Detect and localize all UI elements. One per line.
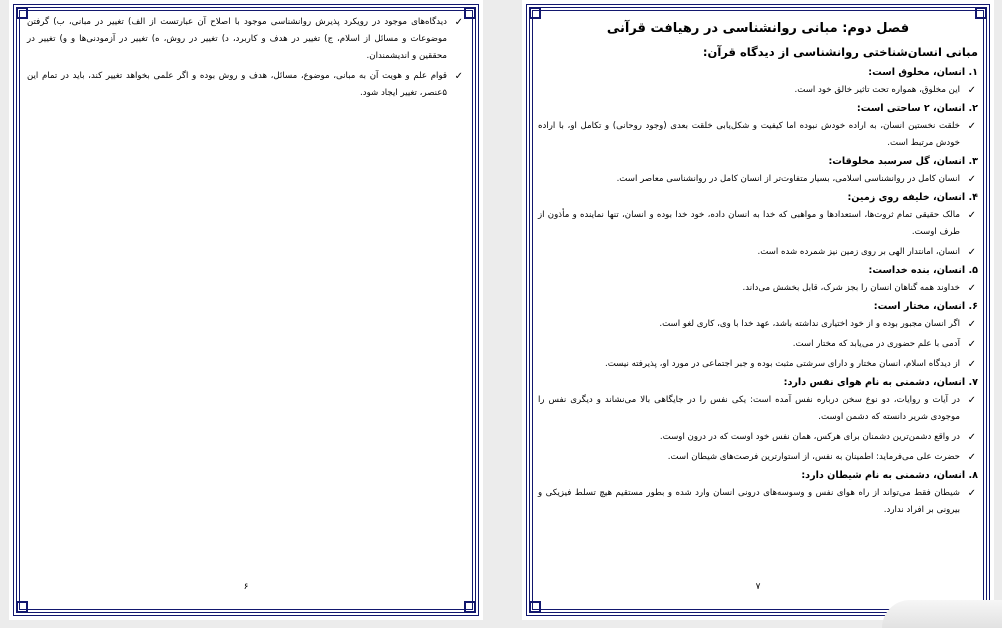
page-number: ۶ bbox=[243, 582, 249, 592]
bullet-list bbox=[27, 14, 465, 102]
list-item-text: در واقع دشمن‌ترین دشمنان برای هرکس، همان نفس خود اوست که در درون اوست. bbox=[659, 432, 960, 442]
list-item bbox=[538, 356, 978, 373]
bullet-list bbox=[538, 207, 978, 261]
viewer-background-curl bbox=[882, 600, 1002, 628]
list-item-text: حضرت علی می‌فرماید: اطمینان به نفس، از استوارترین فرصت‌های شیطان است. bbox=[667, 452, 960, 462]
bullet-list bbox=[538, 82, 978, 99]
section-heading: ۲. انسان، ۲ ساحتی است: bbox=[856, 103, 978, 114]
list-item-text: مالک حقیقی تمام ثروت‌ها، استعدادها و مواهبی که خدا به انسان داده، خود خدا بوده و انسان، تنها نماینده و مأذون از طرف اوست. bbox=[538, 210, 960, 237]
list-item-text: خداوند همه گناهان انسان را بجز شرک، قابل بخشش می‌داند. bbox=[742, 283, 960, 293]
check-icon: ✓ bbox=[967, 319, 976, 330]
list-item bbox=[538, 429, 978, 446]
corner-ornament bbox=[529, 7, 541, 19]
check-icon: ✓ bbox=[967, 339, 976, 350]
list-item bbox=[27, 14, 465, 65]
list-item bbox=[538, 392, 978, 426]
page-number: ۷ bbox=[755, 582, 761, 592]
list-item-text: انسان، امانتدار الهی بر روی زمین نیز شمرده شده است. bbox=[757, 247, 960, 257]
page-right bbox=[522, 0, 994, 620]
list-item-text: انسان کامل در روانشناسی اسلامی، بسیار متفاوت‌تر از انسان کامل در روانشناسی معاصر است. bbox=[616, 174, 960, 184]
list-item-text: از دیدگاه اسلام، انسان مختار و دارای سرشتی مثبت بوده و جبر اجتماعی در مورد او، پذیرفته نیست. bbox=[605, 359, 960, 369]
list-item-text: قوام علم و هویت آن به مبانی، موضوع، مسائل، هدف و روش بوده و اگر علمی بخواهد تغییر کند، باید در تمام این ۵عنصر، تغییر ایجاد شود. bbox=[27, 71, 447, 98]
check-icon: ✓ bbox=[967, 283, 976, 294]
corner-ornament bbox=[975, 7, 987, 19]
list-item bbox=[538, 449, 978, 466]
list-item-text: آدمی با علم حضوری در می‌یابد که مختار است. bbox=[792, 339, 960, 349]
list-item bbox=[538, 280, 978, 297]
left-page-content bbox=[27, 14, 465, 105]
right-page-content bbox=[538, 20, 978, 522]
list-item bbox=[27, 68, 465, 102]
corner-ornament bbox=[464, 601, 476, 613]
bullet-list bbox=[538, 118, 978, 152]
list-item-text: این مخلوق، همواره تحت تاثیر خالق خود است. bbox=[794, 85, 960, 95]
section-heading: ۱. انسان، مخلوق است: bbox=[868, 67, 978, 78]
check-icon: ✓ bbox=[967, 210, 976, 221]
section-heading: ۴. انسان، خلیفه روی زمین: bbox=[847, 192, 978, 203]
section-subtitle: مبانی انسان‌شناختی روانشناسی از دیدگاه قرآن: bbox=[702, 45, 978, 59]
check-icon: ✓ bbox=[967, 488, 976, 499]
list-item-text: دیدگاه‌های موجود در رویکرد پذیرش روانشناسی موجود با اصلاح آن عبارتست از الف) تغییر در مبانی، ب) گرفتن موضوعات و مسائل از اسلام، ج) تغییر در هدف و کاربرد، د) تغییر در روش، ه) تغییر در آزمودنی‌ها و و) تغییر در محققین و اندیشمندان. bbox=[27, 17, 447, 61]
corner-ornament bbox=[16, 601, 28, 613]
check-icon: ✓ bbox=[967, 174, 976, 185]
corner-ornament bbox=[464, 7, 476, 19]
corner-ornament bbox=[529, 601, 541, 613]
check-icon: ✓ bbox=[454, 71, 463, 82]
list-item bbox=[538, 244, 978, 261]
section-heading: ۷. انسان، دشمنی به نام هوای نفس دارد: bbox=[783, 377, 978, 388]
bullet-list bbox=[538, 316, 978, 373]
bullet-list bbox=[538, 485, 978, 519]
list-item bbox=[538, 207, 978, 241]
bullet-list bbox=[538, 171, 978, 188]
check-icon: ✓ bbox=[967, 121, 976, 132]
list-item bbox=[538, 336, 978, 353]
check-icon: ✓ bbox=[967, 359, 976, 370]
list-item-text: اگر انسان مجبور بوده و از خود اختیاری نداشته باشد، عهد خدا با وی، کاری لغو است. bbox=[659, 319, 960, 329]
chapter-title: فصل دوم: مبانی روانشناسی در رهیافت قرآنی bbox=[606, 21, 910, 36]
check-icon: ✓ bbox=[967, 85, 976, 96]
list-item bbox=[538, 316, 978, 333]
section-heading: ۵. انسان، بنده خداست: bbox=[868, 265, 978, 276]
bullet-list bbox=[538, 392, 978, 466]
section-heading: ۳. انسان، گل سرسبد مخلوقات: bbox=[828, 156, 978, 167]
check-icon: ✓ bbox=[454, 17, 463, 28]
list-item bbox=[538, 171, 978, 188]
section-heading: ۸. انسان، دشمنی به نام شیطان دارد: bbox=[801, 470, 978, 481]
check-icon: ✓ bbox=[967, 247, 976, 258]
list-item bbox=[538, 485, 978, 519]
check-icon: ✓ bbox=[967, 395, 976, 406]
bullet-list bbox=[538, 280, 978, 297]
check-icon: ✓ bbox=[967, 432, 976, 443]
list-item bbox=[538, 82, 978, 99]
check-icon: ✓ bbox=[967, 452, 976, 463]
list-item-text: خلقت نخستین انسان، به اراده خودش نبوده اما کیفیت و شکل‌یابی خلقت بعدی (وجود روحانی) و تکامل او، با اراده خودش مرتبط است. bbox=[538, 121, 960, 148]
list-item-text: شیطان فقط می‌تواند از راه هوای نفس و وسوسه‌های درونی انسان وارد شده و بطور مستقیم هیچ تسلط فیزیکی و بیرونی بر افراد ندارد. bbox=[538, 488, 960, 515]
list-item bbox=[538, 118, 978, 152]
page-left bbox=[9, 0, 483, 620]
list-item-text: در آیات و روایات، دو نوع سخن درباره نفس آمده است: یکی نفس را در جایگاهی بالا می‌نشاند و دیگری نفس را موجودی شریر دانسته که دشمن اوست. bbox=[538, 395, 960, 422]
section-heading: ۶. انسان، مختار است: bbox=[873, 301, 978, 312]
